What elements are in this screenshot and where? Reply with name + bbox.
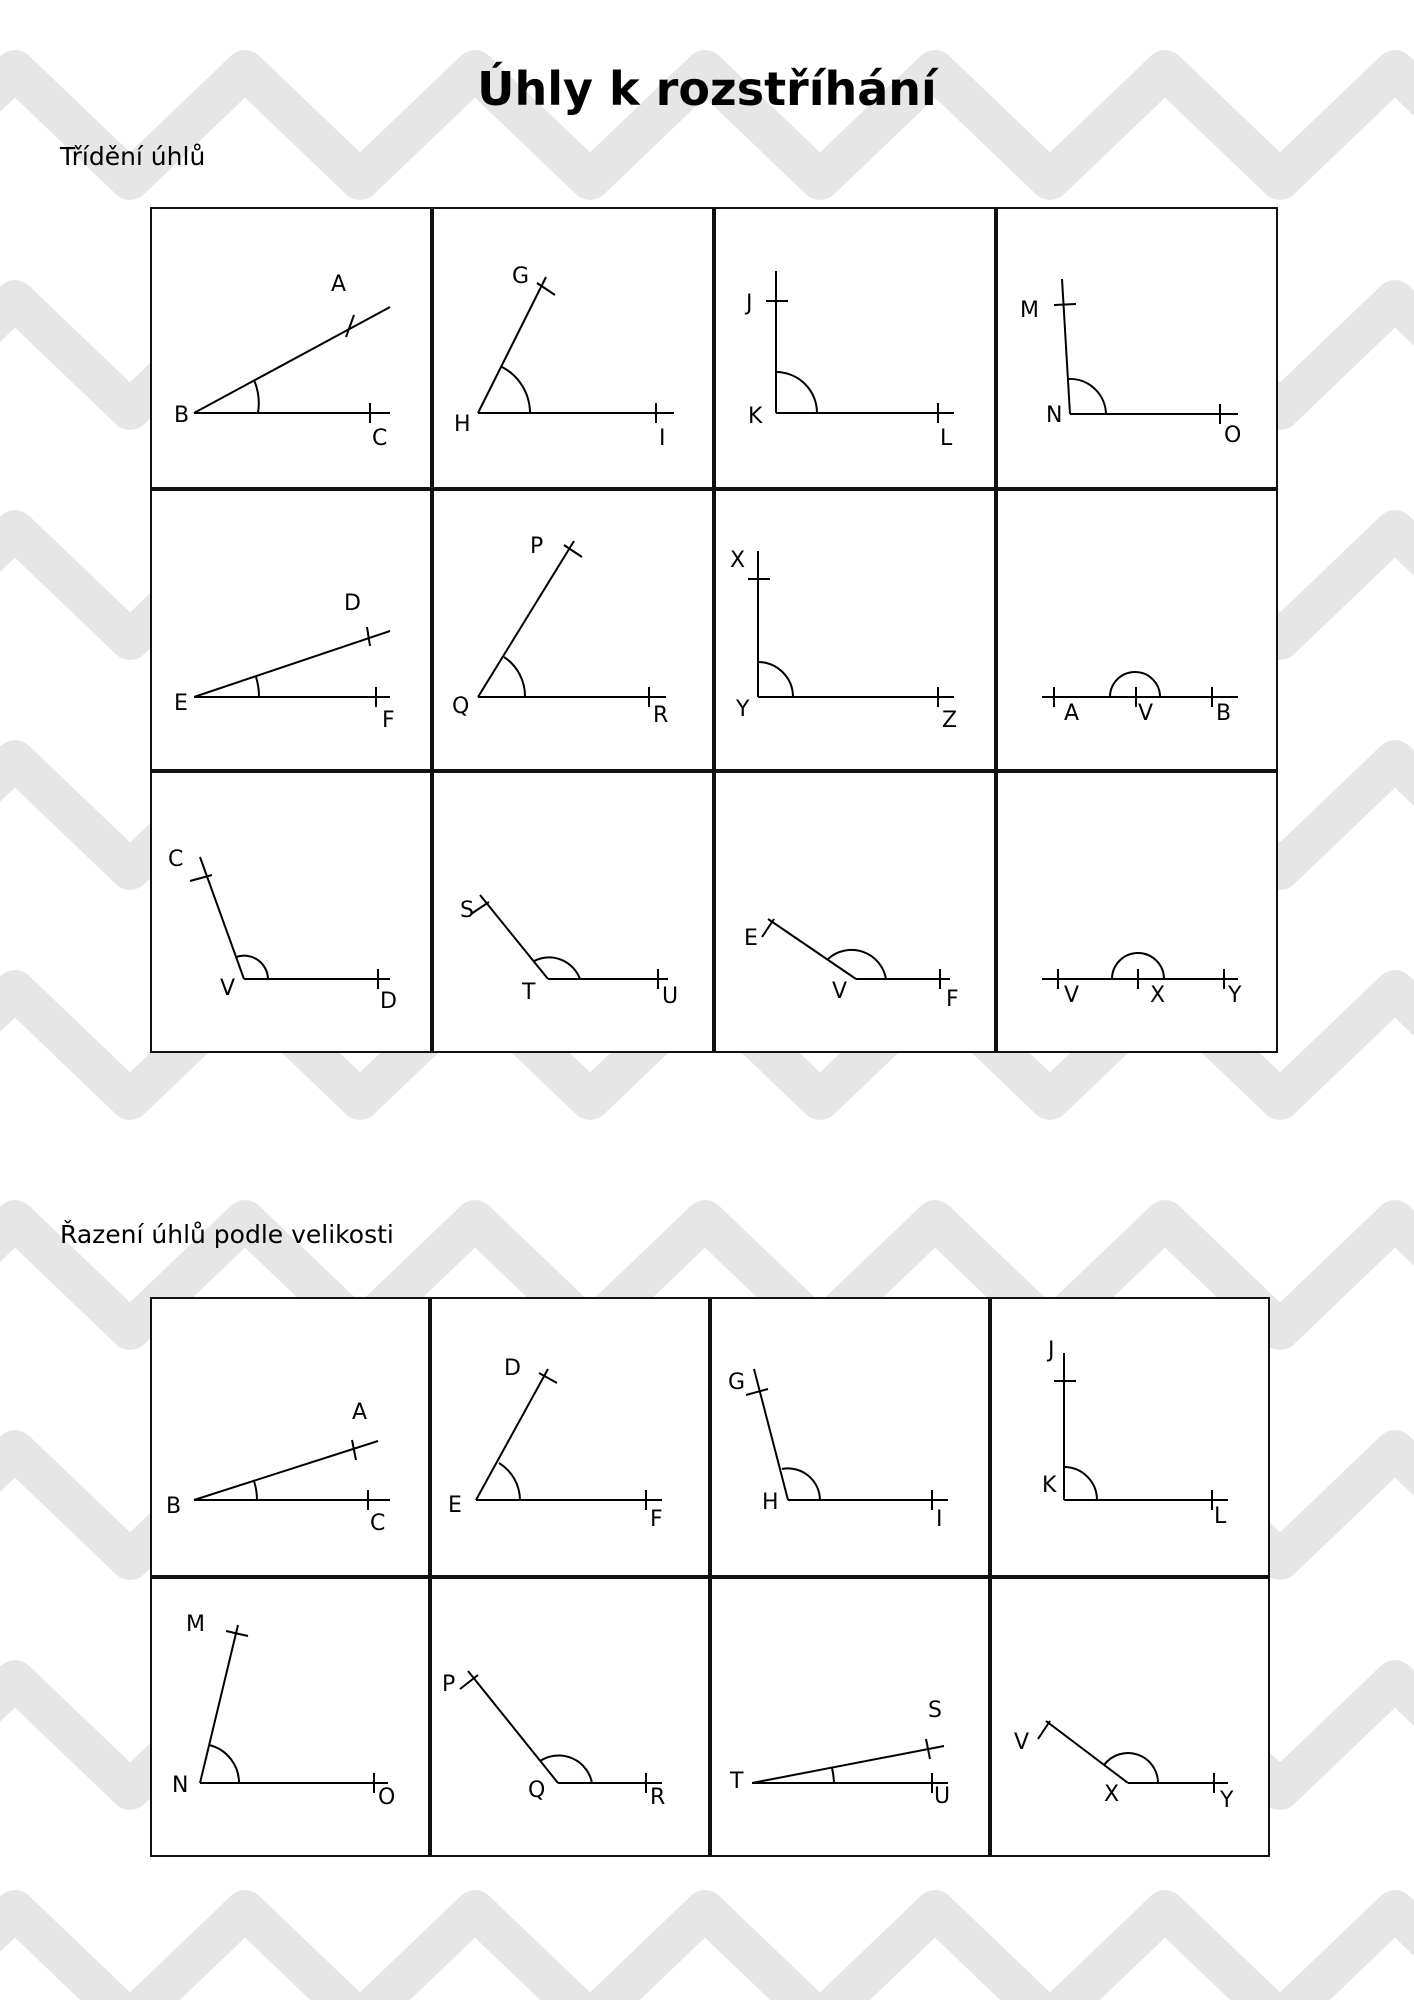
zigzag-stripe	[0, 1910, 1414, 2000]
page-title: Úhly k rozstříhání	[477, 62, 937, 116]
angle-card[interactable]	[432, 489, 714, 771]
point-label: Q	[528, 1778, 546, 1803]
point-label: F	[382, 708, 395, 733]
angle-card[interactable]	[990, 1577, 1270, 1857]
angle-card[interactable]	[430, 1577, 710, 1857]
point-label: Y	[1228, 983, 1242, 1008]
point-label: Q	[452, 694, 470, 719]
point-label: X	[730, 548, 746, 573]
point-label: B	[166, 1494, 182, 1519]
point-label: M	[186, 1612, 205, 1637]
point-label: A	[1064, 701, 1080, 726]
angle-card[interactable]	[150, 771, 432, 1053]
point-label: D	[380, 989, 397, 1014]
point-label: B	[174, 403, 190, 428]
angle-card[interactable]	[996, 207, 1278, 489]
angle-card[interactable]	[430, 1297, 710, 1577]
point-label: C	[370, 1511, 386, 1536]
point-label: Z	[942, 708, 958, 733]
point-label: N	[1046, 403, 1063, 428]
angle-card[interactable]	[432, 771, 714, 1053]
point-label: J	[1048, 1338, 1055, 1363]
angle-card[interactable]	[714, 207, 996, 489]
point-label: G	[728, 1370, 746, 1395]
point-label: F	[946, 987, 959, 1012]
point-label: A	[331, 272, 347, 297]
point-label: V	[220, 976, 236, 1001]
angle-card[interactable]	[714, 771, 996, 1053]
point-label: I	[936, 1507, 943, 1532]
point-label: U	[662, 984, 679, 1009]
point-label: P	[530, 534, 544, 559]
point-label: X	[1150, 983, 1166, 1008]
point-label: M	[1020, 298, 1039, 323]
angle-card[interactable]	[150, 1297, 430, 1577]
point-label: F	[650, 1507, 663, 1532]
point-label: V	[832, 979, 848, 1004]
point-label: H	[454, 412, 471, 437]
point-label: E	[174, 691, 188, 716]
point-label: K	[748, 404, 763, 429]
point-label: U	[934, 1784, 951, 1809]
point-label: V	[1138, 701, 1154, 726]
point-label: Y	[1220, 1788, 1234, 1813]
point-label: E	[744, 926, 758, 951]
point-label: R	[650, 1785, 666, 1810]
point-label: G	[512, 264, 530, 289]
point-label: I	[659, 426, 666, 451]
angle-card[interactable]	[996, 489, 1278, 771]
point-label: L	[1214, 1504, 1227, 1529]
point-label: S	[928, 1698, 942, 1723]
angle-card[interactable]	[150, 207, 432, 489]
point-label: O	[378, 1785, 396, 1810]
angle-card[interactable]	[150, 489, 432, 771]
point-label: S	[460, 898, 474, 923]
section-title-sorting: Třídění úhlů	[60, 142, 206, 171]
angle-card[interactable]	[710, 1577, 990, 1857]
point-label: B	[1216, 701, 1232, 726]
point-label: C	[372, 426, 388, 451]
point-label: D	[344, 591, 361, 616]
angle-card[interactable]	[996, 771, 1278, 1053]
point-label: R	[653, 703, 669, 728]
point-label: V	[1014, 1730, 1030, 1755]
point-label: K	[1042, 1473, 1057, 1498]
point-label: N	[172, 1773, 189, 1798]
point-label: L	[940, 426, 953, 451]
point-label: Y	[736, 697, 750, 722]
point-label: E	[448, 1493, 462, 1518]
section-title-ordering: Řazení úhlů podle velikosti	[60, 1220, 394, 1249]
point-label: T	[522, 980, 536, 1005]
point-label: V	[1064, 983, 1080, 1008]
angle-card[interactable]	[432, 207, 714, 489]
angle-card[interactable]	[714, 489, 996, 771]
angle-card[interactable]	[990, 1297, 1270, 1577]
point-label: P	[442, 1672, 456, 1697]
point-label: J	[746, 291, 753, 316]
point-label: X	[1104, 1782, 1120, 1807]
point-label: D	[504, 1356, 521, 1381]
angle-card[interactable]	[150, 1577, 430, 1857]
point-label: C	[168, 847, 184, 872]
point-label: H	[762, 1490, 779, 1515]
angle-card[interactable]	[710, 1297, 990, 1577]
point-label: A	[352, 1400, 368, 1425]
point-label: T	[730, 1769, 744, 1794]
point-label: O	[1224, 423, 1242, 448]
